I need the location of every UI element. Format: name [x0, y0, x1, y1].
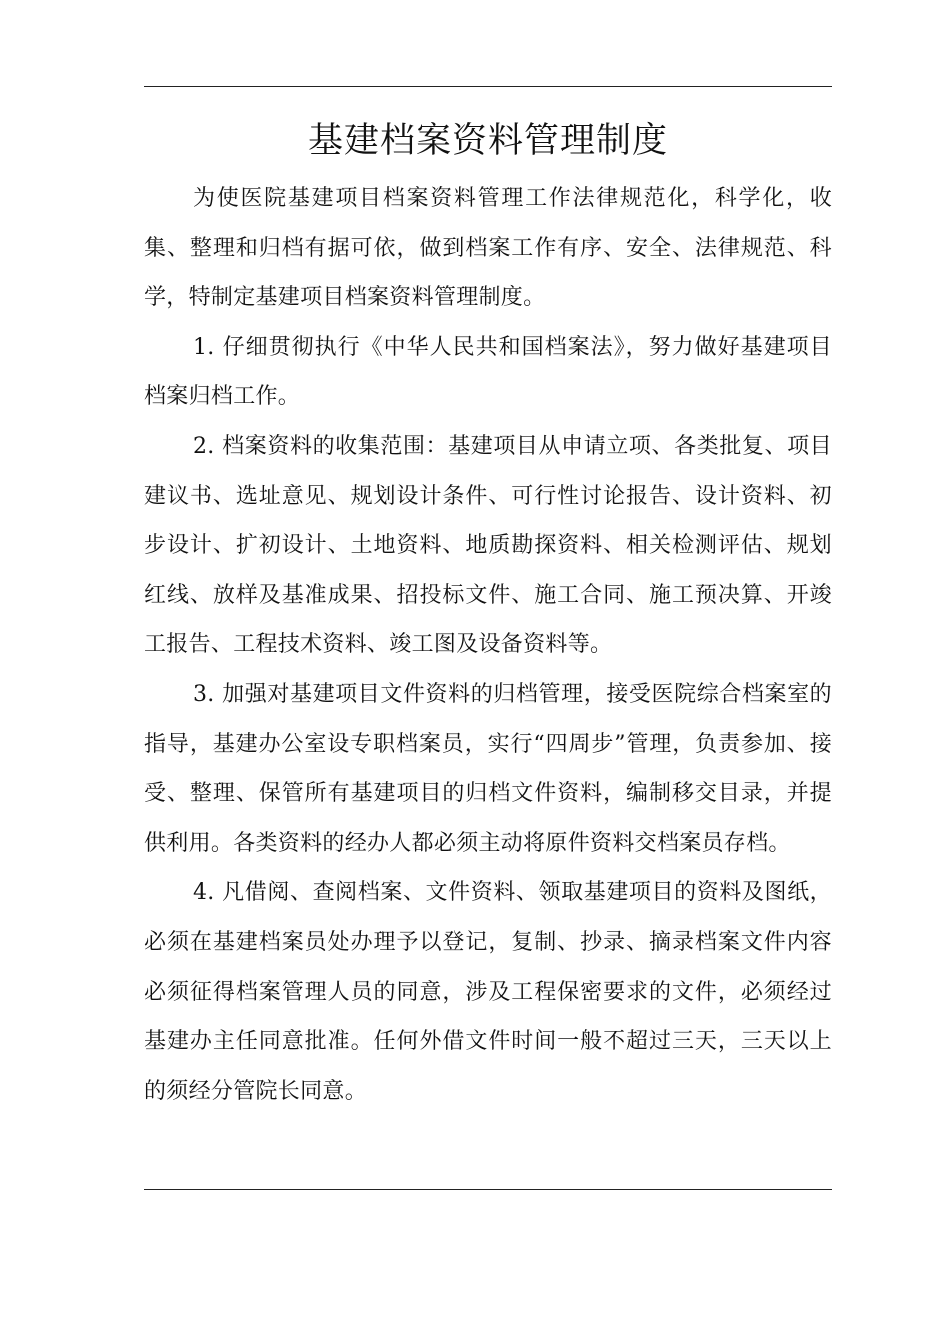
intro-paragraph: 为使医院基建项目档案资料管理工作法律规范化，科学化，收集、整理和归档有据可依，做到档案工作有序、安全、法律规范、科学，特制定基建项目档案资料管理制度。: [144, 186, 832, 311]
document-title: 基建档案资料管理制度: [307, 121, 668, 161]
footer-rule: [144, 1189, 832, 1190]
clause-2-paragraph: 2. 档案资料的收集范围：基建项目从申请立项、各类批复、项目建议书、选址意见、规划设计条件、可行性讨论报告、设计资料、初步设计、扩初设计、土地资料、地质勘探资料、相关检测评估、规划红线、放样及基准成果、招投标文件、施工合同、施工预决算、开竣工报告、工程技术资料、竣工图及设备资料等。: [144, 433, 832, 658]
clause-1-paragraph: 1. 仔细贯彻执行《中华人民共和国档案法》，努力做好基建项目档案归档工作。: [144, 334, 832, 410]
clause-3-paragraph: 3. 加强对基建项目文件资料的归档管理，接受医院综合档案室的指导，基建办公室设专职档案员，实行“四周步”管理，负责参加、接受、整理、保管所有基建项目的归档文件资料，编制移交目录，并提供利用。各类资料的经办人都必须主动将原件资料交档案员存档。: [144, 681, 832, 856]
document-body: [144, 108, 832, 1116]
header-rule: [144, 86, 832, 87]
clause-4-paragraph: 4. 凡借阅、查阅档案、文件资料、领取基建项目的资料及图纸，必须在基建档案员处办理予以登记，复制、抄录、摘录档案文件内容必须征得档案管理人员的同意，涉及工程保密要求的文件，必须经过基建办主任同意批准。任何外借文件时间一般不超过三天，三天以上的须经分管院长同意。: [144, 880, 832, 1104]
